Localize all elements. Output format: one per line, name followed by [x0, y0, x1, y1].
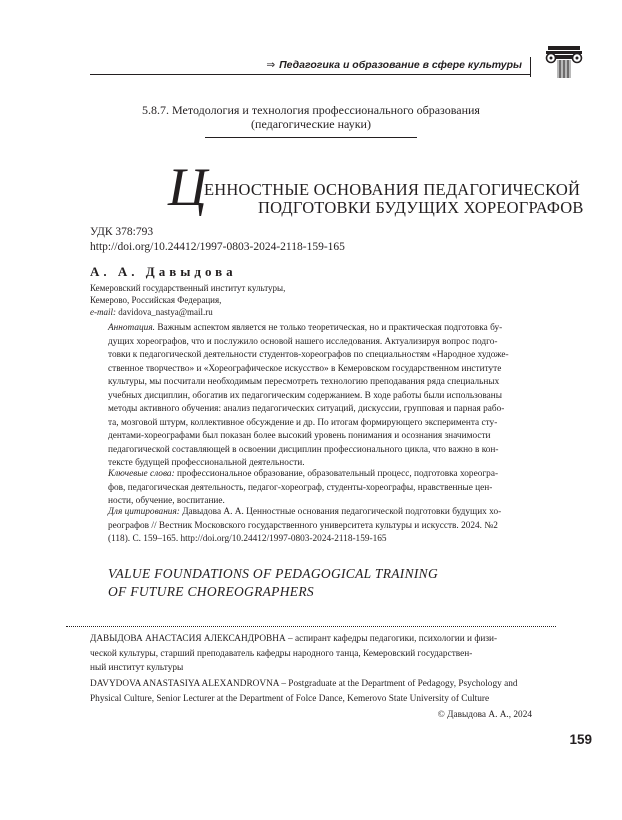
english-title-line-2: OF FUTURE CHOREOGRAPHERS [108, 584, 314, 599]
copyright: © Давыдова А. А., 2024 [437, 710, 532, 720]
running-header [266, 59, 522, 71]
keywords-line: фов, педагогическая деятельность, педагог-хореограф, студенты-хореографы, нравственные цен- [108, 482, 493, 493]
bio-line: ДАВЫДОВА АНАСТАСИЯ АЛЕКСАНДРОВНА – аспирант кафедры педагогики, психологии и физи- [90, 634, 498, 644]
specialty-field: (педагогические науки) [251, 117, 371, 131]
english-title-line-1: VALUE FOUNDATIONS OF PEDAGOGICAL TRAINING [108, 566, 439, 581]
abstract-line: педагогической составляющей в освоении дисциплин профессионального цикла, что важно в кон- [108, 444, 499, 455]
citation-label: Для цитирования: [108, 507, 180, 517]
bio-line: ческой культуры, старший преподаватель кафедры народного танца, Кемеровский государствен- [90, 648, 473, 659]
abstract-line: дущих хореографов, что и послужило основой нашего исследования. Актуализируя вопрос подго- [108, 336, 498, 347]
bio-line: Physical Culture, Senior Lecturer at the Department of Folce Dance, Kemerovo State University of Culture [90, 693, 490, 704]
abstract-label: Аннотация. [108, 323, 155, 333]
author-bio-ru [90, 632, 532, 676]
keywords-line: Ключевые слова: профессиональное образование, образовательный процесс, подготовка хореогра- [108, 469, 499, 479]
abstract-line: методы активного обучения: анализ педагогических ситуаций, дискуссии, групповая и парная рабо- [108, 404, 505, 414]
keywords-label: Ключевые слова: [108, 469, 175, 479]
author-name: А. А. Давыдова [90, 264, 237, 279]
header-divider [530, 57, 531, 77]
bio-line: DAVYDOVA ANASTASIYA ALEXANDROVNA – Postgraduate at the Department of Pedagogy, Psychology and [90, 679, 518, 689]
citation-line: Для цитирования: Давыдова А. А. Ценностные основания педагогической подготовки будущих хо- [108, 507, 502, 517]
abstract-line: тексте будущей профессиональной деятельности. [108, 458, 305, 468]
abstract-line: товки к педагогической деятельности студентов-хореографов по специальностям «Народное художе- [108, 350, 509, 360]
arrow-icon: ⇒ [266, 59, 276, 71]
citation-line: (118). С. 159–165. http://doi.org/10.24412/1997-0803-2024-2118-159-165 [108, 534, 387, 544]
title-line-1: ЕННОСТНЫЕ ОСНОВАНИЯ ПЕДАГОГИЧЕСКОЙ [204, 180, 581, 199]
specialty-code: 5.8.7. Методология и технология профессионального образования [142, 103, 480, 117]
section-title: Педагогика и образование в сфере культуры [279, 59, 522, 71]
citation-line: реографов // Вестник Московского государственного университета культуры и искусств. 2024. №2 [108, 520, 498, 531]
abstract [108, 322, 532, 471]
email-label: e-mail: [90, 307, 116, 317]
header-rule [90, 74, 530, 75]
abstract-line: Аннотация. Важным аспектом является не только теоретическая, но и практическая подготовка бу- [108, 323, 503, 333]
affiliation-city: Кемерово, Российская Федерация, [90, 295, 222, 305]
abstract-line: учебных дисциплин, обогатив их педагогическим содержанием. В ходе работы были использованы [108, 390, 503, 401]
abstract-line: ственное творчество» и «Хореографическое искусство» в Кемеровском государственном институте [108, 363, 502, 374]
citation [108, 506, 532, 547]
abstract-line: та, мозговой штурм, коллективное обсуждение и др. По итогам формирующего эксперимента сту- [108, 417, 498, 428]
title-line-2: ПОДГОТОВКИ БУДУЩИХ ХОРЕОГРАФОВ [258, 198, 584, 217]
udk: УДК 378:793 [90, 226, 154, 238]
title-initial-letter: Ц [168, 157, 207, 217]
page-number: 159 [569, 732, 592, 747]
ionic-column-icon [544, 44, 584, 78]
doi-link[interactable]: http://doi.org/10.24412/1997-0803-2024-2118-159-165 [90, 241, 345, 253]
specialty-rule [205, 137, 417, 138]
bio-line: ный институт культуры [90, 663, 184, 673]
dotted-separator [66, 626, 556, 627]
affiliation-email [90, 307, 213, 317]
keywords [108, 468, 532, 509]
author-bio-en [90, 677, 532, 706]
abstract-line: дентами-хореографами был показан более высокий уровень понимания и осознания значимости [108, 431, 491, 441]
affiliation-institution: Кемеровский государственный институт культуры, [90, 283, 286, 293]
abstract-line: культуры, мы посчитали необходимым пересмотреть технологию преподавания ряда специальных [108, 377, 500, 387]
keywords-line: ности, обучение, воспитание. [108, 496, 225, 506]
email-address[interactable]: davidova_nastya@mail.ru [118, 307, 213, 317]
